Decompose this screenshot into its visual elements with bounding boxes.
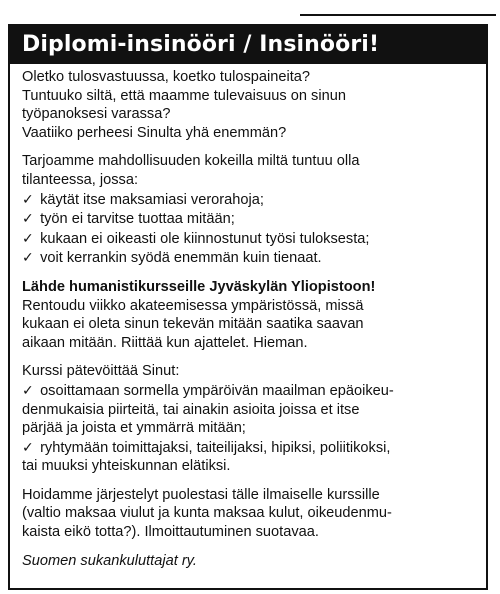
checkmark-icon: ✓ [22,249,34,266]
checkmark-icon: ✓ [22,190,34,207]
checklist-item [22,248,482,268]
top-decorative-rule [300,14,496,16]
advertisement-box [8,24,488,590]
text-line: tilanteessa, jossa: [22,171,139,188]
text-line: Tarjoamme mahdollisuuden kokeilla miltä tuntuu olla [22,153,360,170]
checklist-item-text: voit kerrankin syödä enemmän kuin tienaat. [40,250,322,267]
ad-body [22,68,482,580]
checklist-item-text: osoittamaan sormella ympäröivän maailman epäoikeu- [40,382,394,399]
text-line: Hoidamme järjestelyt puolestasi tälle ilmaiselle kurssille [22,486,380,503]
signature-paragraph [22,552,482,571]
checklist-item [22,381,482,401]
checkmark-icon: ✓ [22,438,34,455]
text-line: Rentoudu viikko akateemisessa ympäristössä, missä [22,297,364,314]
checklist-item [22,229,482,249]
text-line: Vaatiiko perheesi Sinulta yhä enemmän? [22,124,287,141]
ad-title: Diplomi-insinööri / Insinööri! [10,26,486,64]
text-line: kaista eikö totta?). Ilmoittautuminen suotavaa. [22,524,319,541]
checkmark-icon: ✓ [22,210,34,227]
checklist-item-text: käytät itse maksamiasi verorahoja; [40,191,264,208]
paragraph-arrangements [22,486,482,542]
paragraph-qualifications [22,362,482,476]
text-line: kukaan ei oleta sinun tekevän mitään saatika saavan [22,316,364,333]
signature: Suomen sukankuluttajat ry. [22,552,197,569]
checkmark-icon: ✓ [22,229,34,246]
call-to-action-heading: Lähde humanistikursseille Jyväskylän Yliopistoon! [22,278,376,295]
checklist-item-text: ryhtymään toimittajaksi, taiteilijaksi, hipiksi, poliitikoksi, [40,439,391,456]
paragraph-offer [22,152,482,268]
checklist-item [22,209,482,229]
checklist-item-text: kukaan ei oikeasti ole kiinnostunut työsi tuloksesta; [40,230,370,247]
text-line: aikaan mitään. Riittää kun ajattelet. Hieman. [22,334,308,351]
checklist-item-text: työn ei tarvitse tuottaa mitään; [40,211,235,228]
paragraph-intro-questions [22,68,482,142]
checklist-item [22,438,482,458]
text-line: denmukaisia piirteitä, tai ainakin asioita joissa et itse [22,401,360,418]
text-line: Tuntuuko siltä, että maamme tulevaisuus on sinun [22,87,346,104]
checklist-item [22,190,482,210]
text-line: Kurssi pätevöittää Sinut: [22,363,180,380]
text-line: (valtio maksaa viulut ja kunta maksaa kulut, oikeudenmu- [22,505,392,522]
text-line: työpanoksesi varassa? [22,106,171,123]
text-line: Oletko tulosvastuussa, koetko tulospaineita? [22,69,310,85]
checkmark-icon: ✓ [22,381,34,398]
paragraph-call-to-action [22,278,482,352]
text-line: tai muuksi yhteiskunnan elätiksi. [22,458,231,475]
text-line: pärjää ja joista et ymmärrä mitään; [22,420,246,437]
